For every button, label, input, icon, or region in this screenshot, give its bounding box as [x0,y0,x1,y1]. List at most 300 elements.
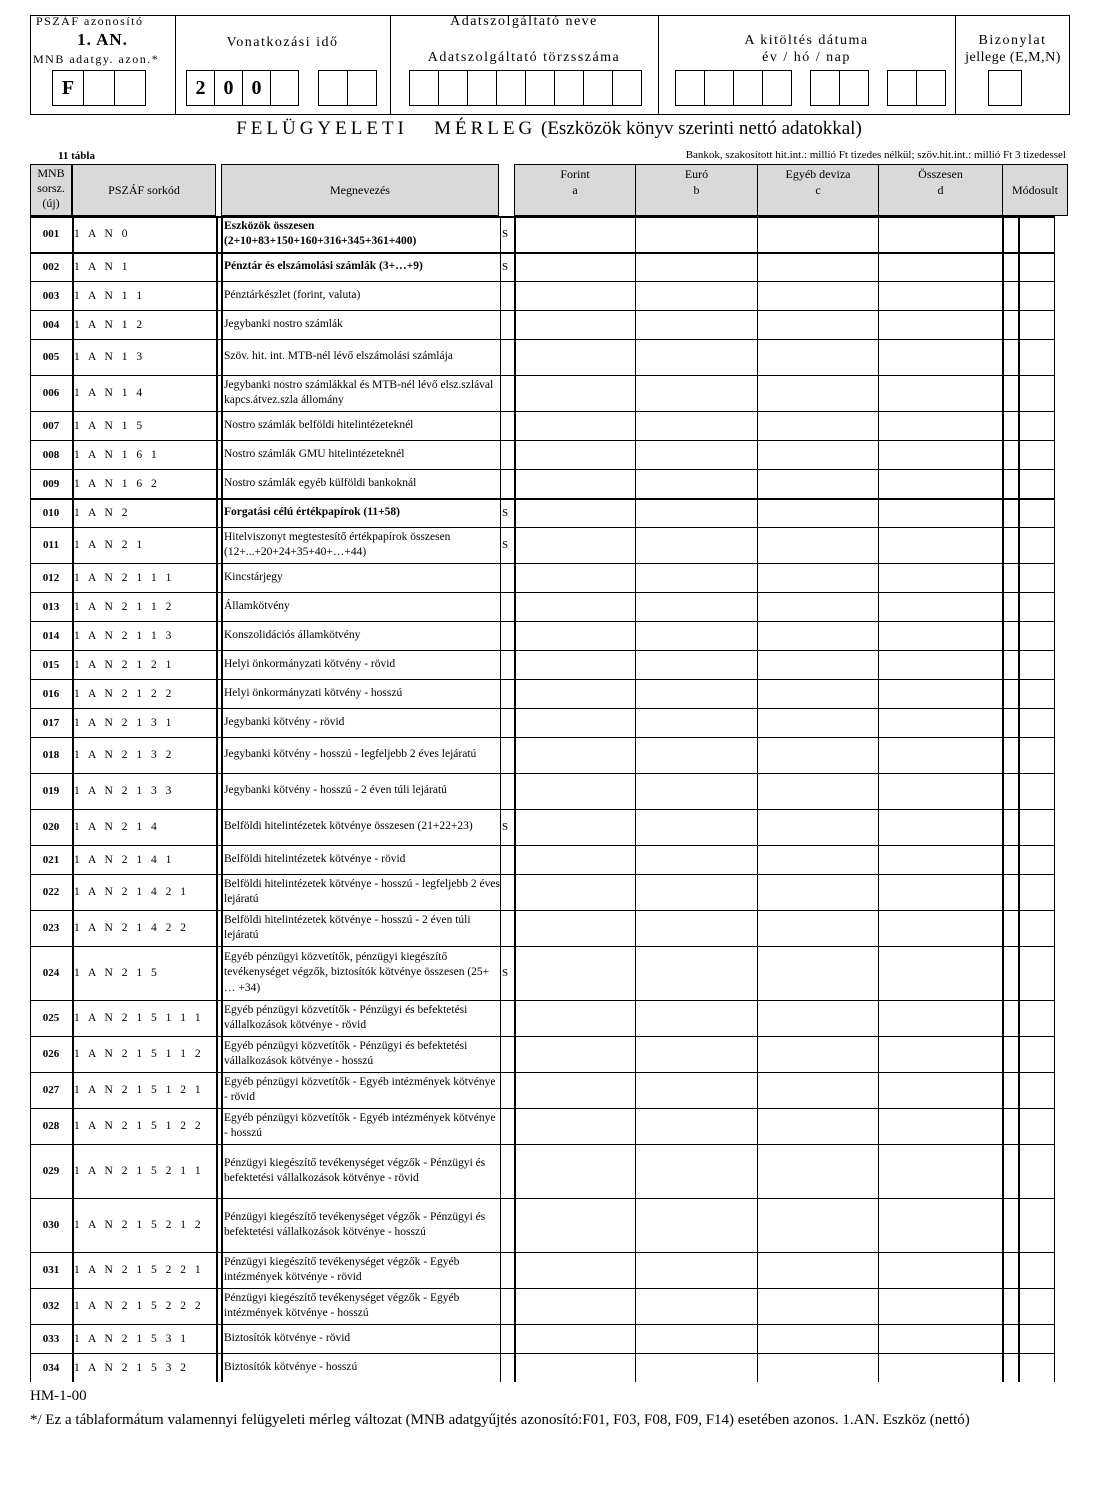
date-month-cell[interactable] [810,70,840,106]
euro-value-cell[interactable] [636,1145,757,1197]
row-pszaf-code: 1 A N 2 1 4 [74,821,160,833]
forint-value-cell[interactable] [515,846,634,873]
column-divider [757,216,758,1382]
row-pszaf-code: 1 A N 2 1 2 1 [74,658,175,671]
row-name: Jegybanki nostro számlákkal és MTB-nél lévő elsz.szlával kapcs.átvez.szla állomány [224,378,494,406]
euro-value-cell[interactable] [636,947,757,999]
euro-value-cell[interactable] [636,593,757,620]
euro-value-cell[interactable] [636,1325,757,1352]
total-value-cell[interactable] [880,470,1002,497]
euro-value-cell[interactable] [636,217,757,251]
modified-cell[interactable] [1019,564,1053,591]
other-currency-value-cell[interactable] [758,774,878,808]
col-header-other-currency [757,164,879,216]
period-digit-cell[interactable]: 0 [242,70,271,106]
row-sum-marker [502,1324,514,1353]
euro-value-cell[interactable] [636,680,757,707]
total-value-cell[interactable] [880,1253,1002,1287]
total-value-cell[interactable] [880,340,1002,374]
date-month-cell[interactable] [839,70,869,106]
date-year-cell[interactable] [675,70,705,106]
other-currency-value-cell[interactable] [758,593,878,620]
total-value-cell[interactable] [880,875,1002,909]
row-number: 003 [42,289,60,302]
row-number: 004 [42,318,60,331]
fill-date-label: A kitöltés dátuma [744,33,869,48]
row-pszaf-code: 1 A N 2 1 5 2 1 2 [74,1219,204,1231]
col-forint-sub: a [572,183,578,197]
euro-value-cell[interactable] [636,738,757,772]
total-value-cell[interactable] [880,311,1002,338]
euro-value-cell[interactable] [636,875,757,909]
modified-cell[interactable] [1019,311,1053,338]
other-currency-value-cell[interactable] [758,412,878,439]
forint-value-cell[interactable] [515,1145,634,1197]
forint-value-cell[interactable] [515,340,634,374]
forint-value-cell[interactable] [515,499,634,526]
forint-value-cell[interactable] [515,947,634,999]
other-currency-value-cell[interactable] [758,253,878,280]
provider-reg-cell[interactable] [554,70,584,106]
row-pszaf-code: 1 A N 2 1 5 2 2 1 [74,1264,204,1276]
modified-cell[interactable] [1019,622,1053,649]
row-pszaf-code: 1 A N 2 1 1 2 [74,600,175,613]
euro-value-cell[interactable] [636,1289,757,1323]
euro-value-cell[interactable] [636,1001,757,1035]
row-sum-marker [502,773,514,809]
other-currency-value-cell[interactable] [758,1289,878,1323]
column-divider [72,216,74,1382]
total-value-cell[interactable] [880,593,1002,620]
forint-value-cell[interactable] [515,528,634,562]
col-header-forint [514,164,636,216]
total-value-cell[interactable] [880,412,1002,439]
row-sum-marker [502,375,514,411]
forint-value-cell[interactable] [515,680,634,707]
voucher-type-cell[interactable] [988,70,1022,106]
modified-cell[interactable] [1019,1199,1053,1251]
euro-value-cell[interactable] [636,1253,757,1287]
other-currency-value-cell[interactable] [758,340,878,374]
provider-reg-cell[interactable] [467,70,497,106]
column-divider [216,216,218,1382]
row-pszaf-code: 1 A N 1 [74,260,131,273]
total-value-cell[interactable] [880,564,1002,591]
forint-value-cell[interactable] [515,376,634,410]
col-euro-label: Euró [684,167,709,181]
forint-value-cell[interactable] [515,412,634,439]
row-name: Nostro számlák egyéb külföldi bankoknál [224,476,417,489]
total-value-cell[interactable] [880,622,1002,649]
date-year-cell[interactable] [733,70,763,106]
row-sum-marker: S [502,506,509,519]
other-currency-value-cell[interactable] [758,1001,878,1035]
total-value-cell[interactable] [880,1354,1002,1381]
modified-cell[interactable] [1019,680,1053,707]
forint-value-cell[interactable] [515,738,634,772]
row-number: 018 [42,749,60,761]
modified-cell[interactable] [1019,470,1053,497]
row-pszaf-code: 1 A N 1 2 [74,318,146,331]
modified-cell[interactable] [1019,376,1053,410]
date-year-cell[interactable] [704,70,734,106]
forint-value-cell[interactable] [515,1325,634,1352]
provider-reg-cell[interactable] [409,70,439,106]
euro-value-cell[interactable] [636,253,757,280]
row-sum-marker [502,469,514,498]
row-name: Pénztár és elszámolási számlák (3+…+9) [224,259,423,272]
row-sum-marker [502,621,514,650]
modified-cell[interactable] [1019,1354,1053,1381]
other-currency-value-cell[interactable] [758,1325,878,1352]
forint-value-cell[interactable] [515,810,634,844]
modified-cell[interactable] [1019,1253,1053,1287]
total-value-cell[interactable] [880,1109,1002,1143]
row-sum-marker [502,737,514,773]
total-value-cell[interactable] [880,709,1002,736]
forint-value-cell[interactable] [515,1037,634,1071]
forint-value-cell[interactable] [515,1253,634,1287]
other-currency-value-cell[interactable] [758,499,878,526]
column-divider [1018,216,1020,1382]
forint-value-cell[interactable] [515,622,634,649]
other-currency-value-cell[interactable] [758,846,878,873]
modified-cell[interactable] [1019,282,1053,309]
column-divider [635,216,636,1382]
euro-value-cell[interactable] [636,1354,757,1381]
modified-cell[interactable] [1019,1037,1053,1071]
total-value-cell[interactable] [880,651,1002,678]
provider-reg-cell[interactable] [438,70,468,106]
date-year-cell[interactable] [762,70,792,106]
row-pszaf-code: 1 A N 1 6 2 [74,477,160,490]
period-label: Vonatkozási idő [226,35,339,50]
other-currency-value-cell[interactable] [758,564,878,591]
euro-value-cell[interactable] [636,1199,757,1251]
row-number: 012 [42,571,60,584]
modified-cell[interactable] [1019,774,1053,808]
other-currency-value-cell[interactable] [758,1199,878,1251]
row-sum-marker: S [502,228,509,240]
row-pszaf-code: 1 A N 2 1 3 1 [74,716,175,729]
other-currency-value-cell[interactable] [758,680,878,707]
row-number: 002 [42,260,60,273]
fill-date-format: év / hó / nap [762,50,851,65]
row-sum-marker [502,708,514,737]
row-number: 029 [42,1165,60,1177]
other-currency-value-cell[interactable] [758,947,878,999]
row-pszaf-code: 1 A N 2 1 5 3 2 [74,1361,189,1374]
other-currency-value-cell[interactable] [758,1073,878,1107]
euro-value-cell[interactable] [636,528,757,562]
row-sum-marker [502,1353,514,1382]
other-currency-value-cell[interactable] [758,376,878,410]
forint-value-cell[interactable] [515,593,634,620]
column-divider [878,216,879,1382]
forint-value-cell[interactable] [515,875,634,909]
row-sum-marker: S [502,821,509,833]
euro-value-cell[interactable] [636,376,757,410]
modified-cell[interactable] [1019,1289,1053,1323]
total-value-cell[interactable] [880,217,1002,251]
mnb-id-cell[interactable] [114,70,146,106]
row-number: 017 [42,716,60,729]
forint-value-cell[interactable] [515,1001,634,1035]
total-value-cell[interactable] [880,1325,1002,1352]
modified-cell[interactable] [1019,1325,1053,1352]
provider-reg-cell[interactable] [583,70,613,106]
row-pszaf-code: 1 A N 1 1 [74,289,146,302]
period-digit-cell[interactable]: 2 [186,70,215,106]
euro-value-cell[interactable] [636,311,757,338]
row-name: Államkötvény [224,599,290,612]
row-name: Egyéb pénzügyi közvetítők - Egyéb intézmények kötvénye - hosszú [224,1111,496,1139]
col-total-sub: d [937,183,944,197]
row-sum-marker [502,845,514,874]
euro-value-cell[interactable] [636,282,757,309]
modified-cell[interactable] [1019,1109,1053,1143]
modified-cell[interactable] [1019,340,1053,374]
column-divider [514,216,516,1382]
mnb-id-cell[interactable] [83,70,115,106]
row-pszaf-code: 1 A N 1 3 [74,351,146,363]
euro-value-cell[interactable] [636,1037,757,1071]
total-value-cell[interactable] [880,1073,1002,1107]
mnb-id-prefix-cell[interactable]: F [52,70,84,106]
table-label: 11 tábla [58,150,95,162]
modified-cell[interactable] [1019,217,1053,251]
total-value-cell[interactable] [880,1145,1002,1197]
euro-value-cell[interactable] [636,846,757,873]
other-currency-value-cell[interactable] [758,911,878,945]
euro-value-cell[interactable] [636,622,757,649]
total-value-cell[interactable] [880,1199,1002,1251]
modified-cell[interactable] [1019,947,1053,999]
total-value-cell[interactable] [880,253,1002,280]
column-divider [30,216,31,1382]
col-header-name: Megnevezés [221,164,499,216]
total-value-cell[interactable] [880,911,1002,945]
forint-value-cell[interactable] [515,911,634,945]
col-mnb-line1: MNB [37,166,65,180]
row-pszaf-code: 1 A N 2 1 5 3 1 [74,1332,189,1345]
total-value-cell[interactable] [880,376,1002,410]
other-currency-value-cell[interactable] [758,738,878,772]
other-currency-value-cell[interactable] [758,282,878,309]
row-pszaf-code: 1 A N 2 1 4 1 [74,853,175,866]
other-currency-value-cell[interactable] [758,1109,878,1143]
other-currency-value-cell[interactable] [758,311,878,338]
period-digit-cell[interactable] [318,70,348,106]
other-currency-value-cell[interactable] [758,441,878,468]
total-value-cell[interactable] [880,1037,1002,1071]
row-number: 028 [42,1120,60,1132]
modified-cell[interactable] [1019,253,1053,280]
modified-cell[interactable] [1019,846,1053,873]
other-currency-value-cell[interactable] [758,1037,878,1071]
row-number: 008 [42,448,60,461]
forint-value-cell[interactable] [515,1199,634,1251]
total-value-cell[interactable] [880,1001,1002,1035]
row-name: Helyi önkormányzati kötvény - hosszú [224,686,403,699]
form-code: 1. AN. [77,30,128,49]
modified-cell[interactable] [1019,593,1053,620]
other-currency-value-cell[interactable] [758,1145,878,1197]
voucher-label: Bizonylat [978,33,1047,48]
modified-cell[interactable] [1019,528,1053,562]
total-value-cell[interactable] [880,528,1002,562]
row-name: Biztosítók kötvénye - hosszú [224,1360,358,1373]
other-currency-value-cell[interactable] [758,1354,878,1381]
modified-cell[interactable] [1019,651,1053,678]
modified-cell[interactable] [1019,1001,1053,1035]
row-pszaf-code: 1 A N 2 1 4 2 1 [74,886,189,898]
other-currency-value-cell[interactable] [758,651,878,678]
row-pszaf-code: 1 A N 2 1 3 3 [74,785,175,797]
forint-value-cell[interactable] [515,1073,634,1107]
row-name: Belföldi hitelintézetek kötvénye - hosszú - legfeljebb 2 éves lejáratú [224,877,500,905]
provider-reg-label: Adatszolgáltató törzsszáma [427,50,621,65]
other-currency-value-cell[interactable] [758,875,878,909]
period-digit-cell[interactable]: 0 [214,70,243,106]
euro-value-cell[interactable] [636,441,757,468]
other-currency-value-cell[interactable] [758,622,878,649]
modified-cell[interactable] [1019,911,1053,945]
euro-value-cell[interactable] [636,470,757,497]
total-value-cell[interactable] [880,810,1002,844]
row-name: Forgatási célú értékpapírok (11+58) [224,505,400,518]
modified-cell[interactable] [1019,875,1053,909]
row-name: Belföldi hitelintézetek kötvénye - rövid [224,852,406,865]
total-value-cell[interactable] [880,680,1002,707]
row-pszaf-code: 1 A N 0 [74,228,131,240]
provider-reg-cell[interactable] [496,70,526,106]
row-pszaf-code: 1 A N 1 6 1 [74,448,160,461]
row-name: Jegybanki kötvény - rövid [224,715,345,728]
forint-value-cell[interactable] [515,311,634,338]
total-value-cell[interactable] [880,947,1002,999]
forint-value-cell[interactable] [515,253,634,280]
euro-value-cell[interactable] [636,1109,757,1143]
row-name: Pénzügyi kiegészítő tevékenységet végzők - Pénzügyi és befektetési vállalkozások kötvénye - hosszú [224,1210,486,1238]
modified-cell[interactable] [1019,1145,1053,1197]
pszaf-id-label: PSZÁF azonosító [36,14,144,28]
modified-cell[interactable] [1019,441,1053,468]
modified-cell[interactable] [1019,499,1053,526]
modified-cell[interactable] [1019,738,1053,772]
row-number: 026 [42,1048,60,1060]
other-currency-value-cell[interactable] [758,1253,878,1287]
other-currency-value-cell[interactable] [758,217,878,251]
provider-reg-cell[interactable] [525,70,555,106]
modified-cell[interactable] [1019,1073,1053,1107]
forint-value-cell[interactable] [515,1354,634,1381]
period-digit-cell[interactable] [347,70,377,106]
row-pszaf-code: 1 A N 2 1 1 1 [74,571,175,584]
row-number: 021 [42,853,60,866]
row-number: 034 [42,1361,60,1374]
modified-cell[interactable] [1019,810,1053,844]
euro-value-cell[interactable] [636,340,757,374]
row-sum-marker: S [502,539,509,551]
row-sum-marker [502,592,514,621]
euro-value-cell[interactable] [636,709,757,736]
row-sum-marker [502,1144,514,1198]
other-currency-value-cell[interactable] [758,528,878,562]
row-number: 023 [42,922,60,934]
row-sum-marker: S [502,260,509,273]
date-day-cell[interactable] [887,70,917,106]
total-value-cell[interactable] [880,774,1002,808]
row-pszaf-code: 1 A N 2 1 5 1 2 1 [74,1084,204,1096]
other-currency-value-cell[interactable] [758,470,878,497]
row-sum-marker [502,411,514,440]
row-number: 014 [42,629,60,642]
total-value-cell[interactable] [880,738,1002,772]
period-digit-cell[interactable] [270,70,299,106]
euro-value-cell[interactable] [636,499,757,526]
total-value-cell[interactable] [880,1289,1002,1323]
row-pszaf-code: 1 A N 2 1 2 2 [74,687,175,700]
provider-reg-cell[interactable] [612,70,642,106]
total-value-cell[interactable] [880,441,1002,468]
row-name: Belföldi hitelintézetek kötvénye összesen (21+22+23) [224,820,473,833]
forint-value-cell[interactable] [515,217,634,251]
euro-value-cell[interactable] [636,651,757,678]
total-value-cell[interactable] [880,499,1002,526]
row-pszaf-code: 1 A N 1 4 [74,387,146,399]
forint-value-cell[interactable] [515,282,634,309]
row-name: Nostro számlák belföldi hitelintézeteknél [224,418,414,431]
modified-cell[interactable] [1019,412,1053,439]
row-name: Helyi önkormányzati kötvény - rövid [224,657,396,670]
row-name: Pénzügyi kiegészítő tevékenységet végzők - Egyéb intézmények kötvénye - rövid [224,1255,460,1283]
euro-value-cell[interactable] [636,774,757,808]
row-name: Konszolidációs államkötvény [224,628,361,641]
forint-value-cell[interactable] [515,564,634,591]
row-sum-marker [502,1036,514,1072]
forint-value-cell[interactable] [515,1109,634,1143]
forint-value-cell[interactable] [515,1289,634,1323]
row-number: 006 [42,387,60,399]
total-value-cell[interactable] [880,282,1002,309]
date-day-cell[interactable] [916,70,946,106]
row-pszaf-code: 1 A N 2 [74,506,131,519]
row-sum-marker [502,310,514,339]
forint-value-cell[interactable] [515,651,634,678]
euro-value-cell[interactable] [636,911,757,945]
forint-value-cell[interactable] [515,774,634,808]
forint-value-cell[interactable] [515,441,634,468]
row-name: Szöv. hit. int. MTB-nél lévő elszámolási számlája [224,350,453,363]
forint-value-cell[interactable] [515,470,634,497]
modified-cell[interactable] [1019,709,1053,736]
col-mnb-line3: (új) [42,196,60,210]
euro-value-cell[interactable] [636,412,757,439]
euro-value-cell[interactable] [636,564,757,591]
total-value-cell[interactable] [880,846,1002,873]
column-divider [1054,216,1055,1382]
row-sum-marker: S [502,967,509,979]
forint-value-cell[interactable] [515,709,634,736]
euro-value-cell[interactable] [636,1073,757,1107]
row-name: Nostro számlák GMU hitelintézeteknél [224,447,405,460]
other-currency-value-cell[interactable] [758,810,878,844]
row-number: 025 [42,1012,60,1024]
euro-value-cell[interactable] [636,810,757,844]
other-currency-value-cell[interactable] [758,709,878,736]
row-sum-marker [502,874,514,910]
